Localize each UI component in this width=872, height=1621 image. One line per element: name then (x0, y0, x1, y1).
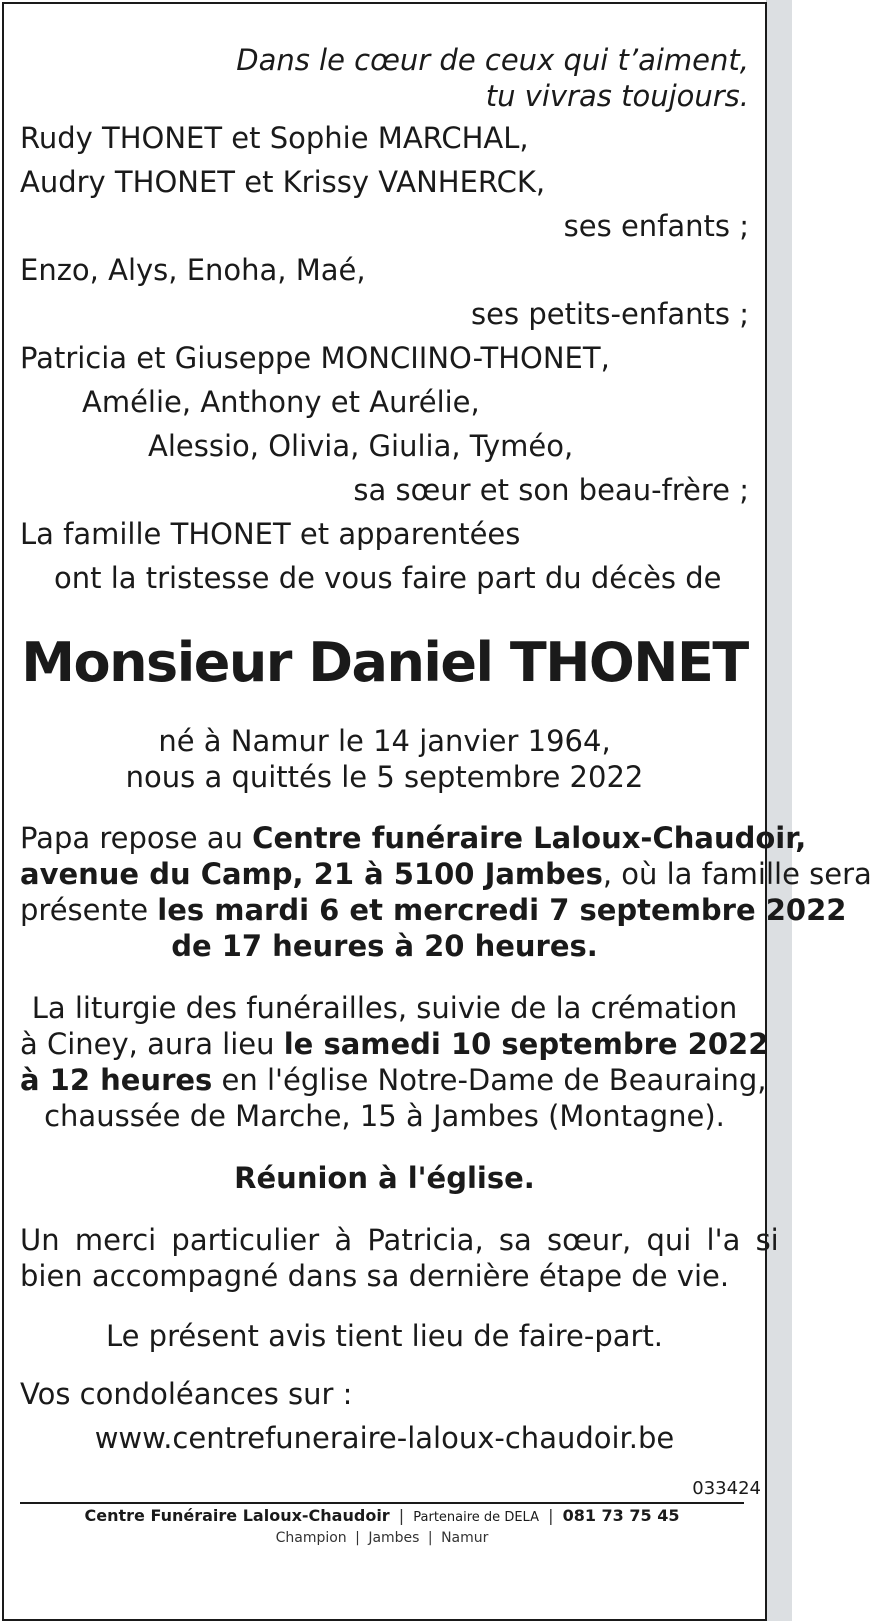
footer-separator: | (355, 1530, 360, 1546)
viewing-dates: les mardi 6 et mercredi 7 septembre 2022 (157, 893, 847, 927)
condolences-label: Vos condoléances sur : (20, 1377, 353, 1411)
condolences-url[interactable]: www.centrefuneraire-laloux-chaudoir.be (94, 1421, 675, 1455)
epigraph-line-1: Dans le cœur de ceux qui t’aiment, (236, 43, 749, 77)
sister-children-line: Amélie, Anthony et Aurélie, (82, 385, 480, 419)
children-line-2: Audry THONET et Krissy VANHERCK, (20, 165, 546, 199)
viewing-line-1 (20, 820, 807, 856)
viewing-hours: de 17 heures à 20 heures. (171, 929, 598, 963)
deceased-name: Monsieur Daniel THONET (21, 631, 748, 694)
reference-number: 033424 (692, 1478, 761, 1499)
liturgy-text-2a: à Ciney, aura lieu (20, 1027, 284, 1061)
footer-location-1: Champion (275, 1530, 347, 1546)
funeral-centre-name: Centre funéraire Laloux-Chaudoir, (252, 821, 807, 855)
sister-line: Patricia et Giuseppe MONCIINO-THONET, (20, 341, 610, 375)
footer-divider (20, 1502, 744, 1504)
notice-line: Le présent avis tient lieu de faire-part. (105, 1319, 664, 1353)
footer-line-1 (20, 1505, 744, 1529)
liturgy-date: le samedi 10 septembre 2022 (283, 1027, 769, 1061)
grandchildren-role: ses petits-enfants ; (471, 297, 749, 331)
sister-role: sa sœur et son beau-frère ; (353, 473, 749, 507)
birth-line: né à Namur le 14 janvier 1964, (158, 724, 611, 758)
children-role: ses enfants ; (563, 209, 749, 243)
viewing-line-2 (20, 856, 872, 892)
epigraph-line-2: tu vivras toujours. (485, 79, 749, 113)
footer-location-2: Jambes (368, 1530, 420, 1546)
viewing-text-1a: Papa repose au (20, 821, 253, 855)
footer-partner: Partenaire de DELA (413, 1510, 539, 1525)
extended-family-line: La famille THONET et apparentées (20, 517, 521, 551)
thanks-line-1: Un merci particulier à Patricia, sa sœur, qui l'a si (20, 1223, 779, 1257)
footer-separator: | (427, 1530, 433, 1546)
footer-separator: | (398, 1506, 405, 1525)
footer-line-2 (20, 1528, 744, 1548)
liturgy-time: à 12 heures (20, 1063, 213, 1097)
announcement-line: ont la tristesse de vous faire part du décès de (54, 561, 722, 595)
meeting-note: Réunion à l'église. (234, 1161, 535, 1195)
viewing-text-3a: présente (20, 893, 158, 927)
viewing-line-3 (20, 892, 847, 928)
footer-separator: | (548, 1506, 554, 1525)
liturgy-line-3 (20, 1062, 767, 1098)
footer-company: Centre Funéraire Laloux-Chaudoir (84, 1506, 390, 1525)
viewing-text-2b: , où la famille sera (602, 857, 872, 891)
liturgy-line-1: La liturgie des funérailles, suivie de la crémation (31, 991, 738, 1025)
grandchildren-line: Enzo, Alys, Enoha, Maé, (20, 253, 366, 287)
children-line-1: Rudy THONET et Sophie MARCHAL, (20, 121, 529, 155)
page-edge-strip (766, 0, 792, 1621)
footer-phone: 081 73 75 45 (562, 1506, 680, 1525)
liturgy-line-4: chaussée de Marche, 15 à Jambes (Montagne). (44, 1099, 725, 1133)
liturgy-line-2 (20, 1026, 769, 1062)
funeral-centre-address: avenue du Camp, 21 à 5100 Jambes (20, 857, 603, 891)
liturgy-text-3b: en l'église Notre-Dame de Beauraing, (212, 1063, 767, 1097)
thanks-line-2: bien accompagné dans sa dernière étape de vie. (20, 1259, 730, 1293)
footer-location-3: Namur (441, 1530, 489, 1546)
death-line: nous a quittés le 5 septembre 2022 (125, 760, 644, 794)
sister-grandchildren-line: Alessio, Olivia, Giulia, Tyméo, (148, 429, 574, 463)
